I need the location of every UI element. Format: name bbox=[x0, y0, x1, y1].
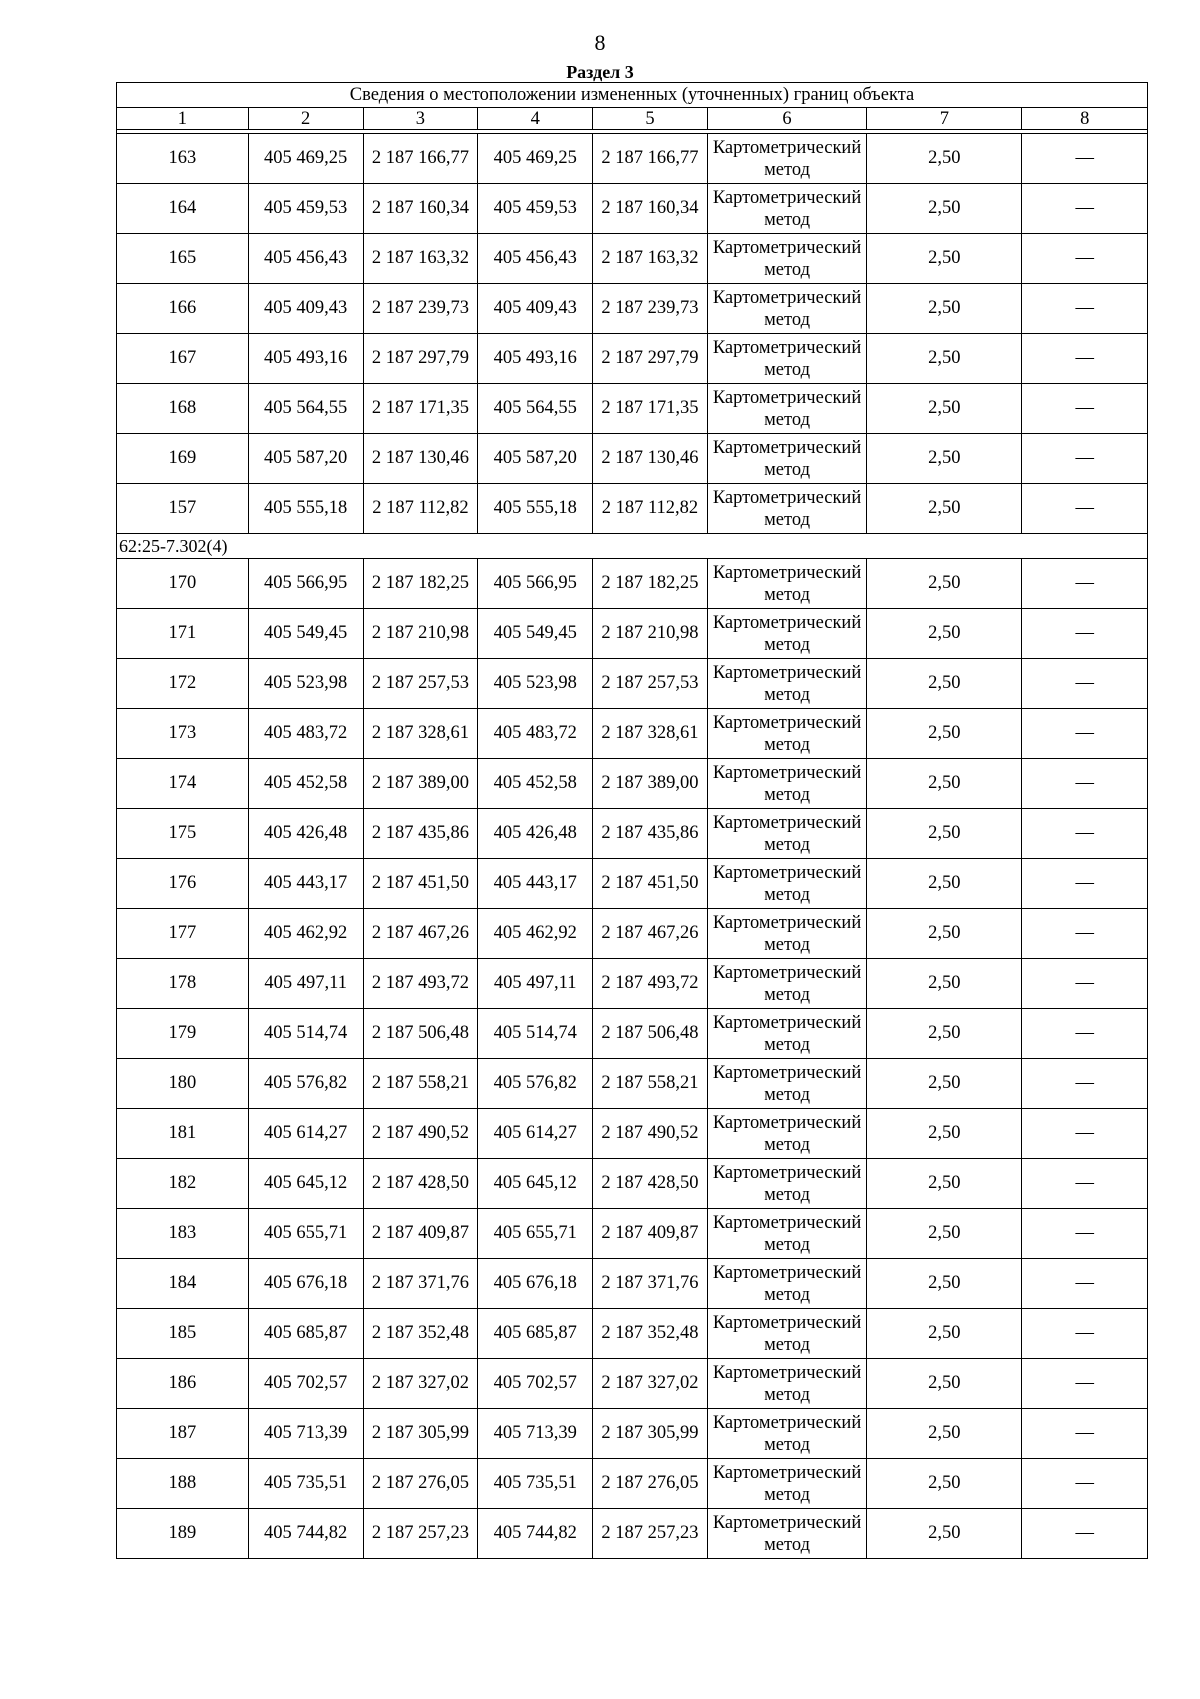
method-cell: Картометрический метод bbox=[707, 609, 866, 659]
point-number-cell: 189 bbox=[117, 1509, 249, 1559]
refined-y-cell: 2 187 352,48 bbox=[593, 1309, 708, 1359]
accuracy-cell: 2,50 bbox=[867, 1209, 1022, 1259]
table-row bbox=[117, 334, 1148, 384]
existing-x-cell: 405 564,55 bbox=[248, 384, 363, 434]
note-cell: — bbox=[1022, 709, 1148, 759]
point-number-cell: 165 bbox=[117, 234, 249, 284]
column-number: 1 bbox=[117, 108, 249, 130]
note-cell: — bbox=[1022, 1359, 1148, 1409]
refined-x-cell: 405 493,16 bbox=[478, 334, 593, 384]
refined-y-cell: 2 187 130,46 bbox=[593, 434, 708, 484]
table-row bbox=[117, 1309, 1148, 1359]
cadastral-number: 62:25-7.302(4) bbox=[117, 534, 1148, 559]
note-cell: — bbox=[1022, 859, 1148, 909]
point-number-cell: 187 bbox=[117, 1409, 249, 1459]
refined-x-cell: 405 469,25 bbox=[478, 134, 593, 184]
existing-y-cell: 2 187 493,72 bbox=[363, 959, 478, 1009]
method-cell: Картометрический метод bbox=[707, 1409, 866, 1459]
note-cell: — bbox=[1022, 384, 1148, 434]
note-cell: — bbox=[1022, 1409, 1148, 1459]
refined-y-cell: 2 187 451,50 bbox=[593, 859, 708, 909]
table-row bbox=[117, 484, 1148, 534]
method-cell: Картометрический метод bbox=[707, 384, 866, 434]
existing-y-cell: 2 187 327,02 bbox=[363, 1359, 478, 1409]
method-cell: Картометрический метод bbox=[707, 659, 866, 709]
refined-x-cell: 405 459,53 bbox=[478, 184, 593, 234]
refined-x-cell: 405 576,82 bbox=[478, 1059, 593, 1109]
method-cell: Картометрический метод bbox=[707, 1259, 866, 1309]
existing-y-cell: 2 187 389,00 bbox=[363, 759, 478, 809]
refined-y-cell: 2 187 210,98 bbox=[593, 609, 708, 659]
table-row bbox=[117, 609, 1148, 659]
note-cell: — bbox=[1022, 959, 1148, 1009]
coordinates-table bbox=[116, 82, 1148, 1559]
method-cell: Картометрический метод bbox=[707, 1009, 866, 1059]
point-number-cell: 171 bbox=[117, 609, 249, 659]
point-number-cell: 185 bbox=[117, 1309, 249, 1359]
existing-x-cell: 405 497,11 bbox=[248, 959, 363, 1009]
method-cell: Картометрический метод bbox=[707, 1109, 866, 1159]
note-cell: — bbox=[1022, 434, 1148, 484]
accuracy-cell: 2,50 bbox=[867, 484, 1022, 534]
existing-x-cell: 405 452,58 bbox=[248, 759, 363, 809]
note-cell: — bbox=[1022, 759, 1148, 809]
existing-x-cell: 405 483,72 bbox=[248, 709, 363, 759]
note-cell: — bbox=[1022, 1159, 1148, 1209]
note-cell: — bbox=[1022, 659, 1148, 709]
existing-y-cell: 2 187 490,52 bbox=[363, 1109, 478, 1159]
accuracy-cell: 2,50 bbox=[867, 434, 1022, 484]
existing-y-cell: 2 187 239,73 bbox=[363, 284, 478, 334]
method-cell: Картометрический метод bbox=[707, 1309, 866, 1359]
note-cell: — bbox=[1022, 1309, 1148, 1359]
refined-x-cell: 405 456,43 bbox=[478, 234, 593, 284]
group-row bbox=[117, 534, 1148, 559]
accuracy-cell: 2,50 bbox=[867, 559, 1022, 609]
refined-x-cell: 405 614,27 bbox=[478, 1109, 593, 1159]
refined-y-cell: 2 187 257,23 bbox=[593, 1509, 708, 1559]
table-row bbox=[117, 384, 1148, 434]
accuracy-cell: 2,50 bbox=[867, 1359, 1022, 1409]
refined-y-cell: 2 187 467,26 bbox=[593, 909, 708, 959]
refined-x-cell: 405 645,12 bbox=[478, 1159, 593, 1209]
existing-x-cell: 405 456,43 bbox=[248, 234, 363, 284]
refined-y-cell: 2 187 428,50 bbox=[593, 1159, 708, 1209]
existing-y-cell: 2 187 257,23 bbox=[363, 1509, 478, 1559]
existing-x-cell: 405 523,98 bbox=[248, 659, 363, 709]
table-row bbox=[117, 1509, 1148, 1559]
note-cell: — bbox=[1022, 1459, 1148, 1509]
note-cell: — bbox=[1022, 809, 1148, 859]
refined-x-cell: 405 426,48 bbox=[478, 809, 593, 859]
note-cell: — bbox=[1022, 1259, 1148, 1309]
method-cell: Картометрический метод bbox=[707, 334, 866, 384]
method-cell: Картометрический метод bbox=[707, 1359, 866, 1409]
existing-y-cell: 2 187 171,35 bbox=[363, 384, 478, 434]
accuracy-cell: 2,50 bbox=[867, 909, 1022, 959]
refined-x-cell: 405 655,71 bbox=[478, 1209, 593, 1259]
point-number-cell: 166 bbox=[117, 284, 249, 334]
refined-x-cell: 405 735,51 bbox=[478, 1459, 593, 1509]
refined-y-cell: 2 187 160,34 bbox=[593, 184, 708, 234]
point-number-cell: 178 bbox=[117, 959, 249, 1009]
existing-x-cell: 405 493,16 bbox=[248, 334, 363, 384]
refined-y-cell: 2 187 239,73 bbox=[593, 284, 708, 334]
existing-y-cell: 2 187 435,86 bbox=[363, 809, 478, 859]
accuracy-cell: 2,50 bbox=[867, 809, 1022, 859]
existing-x-cell: 405 676,18 bbox=[248, 1259, 363, 1309]
existing-y-cell: 2 187 297,79 bbox=[363, 334, 478, 384]
point-number-cell: 179 bbox=[117, 1009, 249, 1059]
existing-x-cell: 405 645,12 bbox=[248, 1159, 363, 1209]
table-row bbox=[117, 859, 1148, 909]
existing-x-cell: 405 443,17 bbox=[248, 859, 363, 909]
column-number: 2 bbox=[248, 108, 363, 130]
refined-x-cell: 405 483,72 bbox=[478, 709, 593, 759]
point-number-cell: 180 bbox=[117, 1059, 249, 1109]
refined-x-cell: 405 549,45 bbox=[478, 609, 593, 659]
refined-y-cell: 2 187 435,86 bbox=[593, 809, 708, 859]
refined-x-cell: 405 676,18 bbox=[478, 1259, 593, 1309]
point-number-cell: 176 bbox=[117, 859, 249, 909]
table-row bbox=[117, 659, 1148, 709]
note-cell: — bbox=[1022, 1209, 1148, 1259]
point-number-cell: 186 bbox=[117, 1359, 249, 1409]
accuracy-cell: 2,50 bbox=[867, 1459, 1022, 1509]
point-number-cell: 157 bbox=[117, 484, 249, 534]
refined-y-cell: 2 187 297,79 bbox=[593, 334, 708, 384]
table-row bbox=[117, 1109, 1148, 1159]
table-row bbox=[117, 1409, 1148, 1459]
existing-y-cell: 2 187 305,99 bbox=[363, 1409, 478, 1459]
existing-y-cell: 2 187 112,82 bbox=[363, 484, 478, 534]
note-cell: — bbox=[1022, 484, 1148, 534]
existing-y-cell: 2 187 210,98 bbox=[363, 609, 478, 659]
table-row bbox=[117, 234, 1148, 284]
existing-x-cell: 405 459,53 bbox=[248, 184, 363, 234]
point-number-cell: 175 bbox=[117, 809, 249, 859]
accuracy-cell: 2,50 bbox=[867, 1409, 1022, 1459]
existing-y-cell: 2 187 409,87 bbox=[363, 1209, 478, 1259]
refined-x-cell: 405 514,74 bbox=[478, 1009, 593, 1059]
accuracy-cell: 2,50 bbox=[867, 284, 1022, 334]
refined-x-cell: 405 409,43 bbox=[478, 284, 593, 334]
refined-y-cell: 2 187 409,87 bbox=[593, 1209, 708, 1259]
refined-x-cell: 405 452,58 bbox=[478, 759, 593, 809]
note-cell: — bbox=[1022, 909, 1148, 959]
refined-x-cell: 405 462,92 bbox=[478, 909, 593, 959]
existing-x-cell: 405 555,18 bbox=[248, 484, 363, 534]
point-number-cell: 173 bbox=[117, 709, 249, 759]
refined-y-cell: 2 187 328,61 bbox=[593, 709, 708, 759]
note-cell: — bbox=[1022, 1059, 1148, 1109]
table-row bbox=[117, 134, 1148, 184]
accuracy-cell: 2,50 bbox=[867, 384, 1022, 434]
accuracy-cell: 2,50 bbox=[867, 1259, 1022, 1309]
method-cell: Картометрический метод bbox=[707, 759, 866, 809]
note-cell: — bbox=[1022, 284, 1148, 334]
method-cell: Картометрический метод bbox=[707, 184, 866, 234]
existing-y-cell: 2 187 467,26 bbox=[363, 909, 478, 959]
existing-y-cell: 2 187 257,53 bbox=[363, 659, 478, 709]
table-row bbox=[117, 809, 1148, 859]
existing-y-cell: 2 187 328,61 bbox=[363, 709, 478, 759]
table-row bbox=[117, 1159, 1148, 1209]
table-row bbox=[117, 1059, 1148, 1109]
table-row bbox=[117, 1009, 1148, 1059]
accuracy-cell: 2,50 bbox=[867, 1509, 1022, 1559]
refined-x-cell: 405 702,57 bbox=[478, 1359, 593, 1409]
point-number-cell: 183 bbox=[117, 1209, 249, 1259]
method-cell: Картометрический метод bbox=[707, 559, 866, 609]
point-number-cell: 177 bbox=[117, 909, 249, 959]
existing-y-cell: 2 187 166,77 bbox=[363, 134, 478, 184]
note-cell: — bbox=[1022, 184, 1148, 234]
table-row bbox=[117, 709, 1148, 759]
existing-x-cell: 405 409,43 bbox=[248, 284, 363, 334]
accuracy-cell: 2,50 bbox=[867, 134, 1022, 184]
point-number-cell: 182 bbox=[117, 1159, 249, 1209]
accuracy-cell: 2,50 bbox=[867, 659, 1022, 709]
refined-x-cell: 405 443,17 bbox=[478, 859, 593, 909]
accuracy-cell: 2,50 bbox=[867, 959, 1022, 1009]
refined-x-cell: 405 523,98 bbox=[478, 659, 593, 709]
existing-x-cell: 405 514,74 bbox=[248, 1009, 363, 1059]
existing-x-cell: 405 469,25 bbox=[248, 134, 363, 184]
accuracy-cell: 2,50 bbox=[867, 759, 1022, 809]
existing-x-cell: 405 549,45 bbox=[248, 609, 363, 659]
existing-x-cell: 405 426,48 bbox=[248, 809, 363, 859]
refined-x-cell: 405 713,39 bbox=[478, 1409, 593, 1459]
method-cell: Картометрический метод bbox=[707, 1509, 866, 1559]
existing-y-cell: 2 187 276,05 bbox=[363, 1459, 478, 1509]
table-row bbox=[117, 434, 1148, 484]
existing-y-cell: 2 187 506,48 bbox=[363, 1009, 478, 1059]
existing-y-cell: 2 187 352,48 bbox=[363, 1309, 478, 1359]
table-body bbox=[117, 134, 1148, 1559]
method-cell: Картометрический метод bbox=[707, 434, 866, 484]
refined-x-cell: 405 555,18 bbox=[478, 484, 593, 534]
method-cell: Картометрический метод bbox=[707, 1059, 866, 1109]
point-number-cell: 170 bbox=[117, 559, 249, 609]
refined-y-cell: 2 187 171,35 bbox=[593, 384, 708, 434]
existing-x-cell: 405 713,39 bbox=[248, 1409, 363, 1459]
refined-y-cell: 2 187 490,52 bbox=[593, 1109, 708, 1159]
refined-y-cell: 2 187 166,77 bbox=[593, 134, 708, 184]
table-row bbox=[117, 909, 1148, 959]
refined-y-cell: 2 187 163,32 bbox=[593, 234, 708, 284]
existing-x-cell: 405 655,71 bbox=[248, 1209, 363, 1259]
refined-y-cell: 2 187 506,48 bbox=[593, 1009, 708, 1059]
existing-x-cell: 405 462,92 bbox=[248, 909, 363, 959]
method-cell: Картометрический метод bbox=[707, 1159, 866, 1209]
accuracy-cell: 2,50 bbox=[867, 184, 1022, 234]
refined-y-cell: 2 187 389,00 bbox=[593, 759, 708, 809]
note-cell: — bbox=[1022, 1509, 1148, 1559]
existing-y-cell: 2 187 371,76 bbox=[363, 1259, 478, 1309]
method-cell: Картометрический метод bbox=[707, 234, 866, 284]
accuracy-cell: 2,50 bbox=[867, 1159, 1022, 1209]
accuracy-cell: 2,50 bbox=[867, 709, 1022, 759]
accuracy-cell: 2,50 bbox=[867, 334, 1022, 384]
existing-x-cell: 405 702,57 bbox=[248, 1359, 363, 1409]
column-number: 4 bbox=[478, 108, 593, 130]
point-number-cell: 169 bbox=[117, 434, 249, 484]
table-row bbox=[117, 1459, 1148, 1509]
note-cell: — bbox=[1022, 609, 1148, 659]
table-row bbox=[117, 1209, 1148, 1259]
existing-y-cell: 2 187 160,34 bbox=[363, 184, 478, 234]
table-row bbox=[117, 184, 1148, 234]
table-row bbox=[117, 284, 1148, 334]
accuracy-cell: 2,50 bbox=[867, 1309, 1022, 1359]
existing-y-cell: 2 187 182,25 bbox=[363, 559, 478, 609]
note-cell: — bbox=[1022, 1009, 1148, 1059]
column-number: 7 bbox=[867, 108, 1022, 130]
method-cell: Картометрический метод bbox=[707, 1209, 866, 1259]
point-number-cell: 181 bbox=[117, 1109, 249, 1159]
accuracy-cell: 2,50 bbox=[867, 859, 1022, 909]
refined-x-cell: 405 685,87 bbox=[478, 1309, 593, 1359]
column-number: 8 bbox=[1022, 108, 1148, 130]
note-cell: — bbox=[1022, 559, 1148, 609]
note-cell: — bbox=[1022, 134, 1148, 184]
method-cell: Картометрический метод bbox=[707, 709, 866, 759]
existing-x-cell: 405 685,87 bbox=[248, 1309, 363, 1359]
refined-y-cell: 2 187 182,25 bbox=[593, 559, 708, 609]
accuracy-cell: 2,50 bbox=[867, 1009, 1022, 1059]
method-cell: Картометрический метод bbox=[707, 134, 866, 184]
page-number: 8 bbox=[594, 30, 606, 55]
table-row bbox=[117, 559, 1148, 609]
point-number-cell: 184 bbox=[117, 1259, 249, 1309]
point-number-cell: 168 bbox=[117, 384, 249, 434]
table-row bbox=[117, 1359, 1148, 1409]
existing-x-cell: 405 576,82 bbox=[248, 1059, 363, 1109]
refined-y-cell: 2 187 371,76 bbox=[593, 1259, 708, 1309]
point-number-cell: 188 bbox=[117, 1459, 249, 1509]
existing-y-cell: 2 187 451,50 bbox=[363, 859, 478, 909]
method-cell: Картометрический метод bbox=[707, 284, 866, 334]
refined-y-cell: 2 187 327,02 bbox=[593, 1359, 708, 1409]
existing-x-cell: 405 566,95 bbox=[248, 559, 363, 609]
point-number-cell: 174 bbox=[117, 759, 249, 809]
refined-y-cell: 2 187 305,99 bbox=[593, 1409, 708, 1459]
column-number: 6 bbox=[707, 108, 866, 130]
refined-y-cell: 2 187 493,72 bbox=[593, 959, 708, 1009]
method-cell: Картометрический метод bbox=[707, 1459, 866, 1509]
section-title: Раздел 3 bbox=[566, 62, 634, 82]
existing-x-cell: 405 587,20 bbox=[248, 434, 363, 484]
accuracy-cell: 2,50 bbox=[867, 234, 1022, 284]
method-cell: Картометрический метод bbox=[707, 809, 866, 859]
note-cell: — bbox=[1022, 334, 1148, 384]
point-number-cell: 164 bbox=[117, 184, 249, 234]
accuracy-cell: 2,50 bbox=[867, 1109, 1022, 1159]
column-number: 5 bbox=[593, 108, 708, 130]
refined-y-cell: 2 187 558,21 bbox=[593, 1059, 708, 1109]
accuracy-cell: 2,50 bbox=[867, 1059, 1022, 1109]
method-cell: Картометрический метод bbox=[707, 909, 866, 959]
refined-y-cell: 2 187 257,53 bbox=[593, 659, 708, 709]
existing-y-cell: 2 187 130,46 bbox=[363, 434, 478, 484]
refined-y-cell: 2 187 276,05 bbox=[593, 1459, 708, 1509]
refined-x-cell: 405 564,55 bbox=[478, 384, 593, 434]
existing-y-cell: 2 187 428,50 bbox=[363, 1159, 478, 1209]
refined-x-cell: 405 497,11 bbox=[478, 959, 593, 1009]
existing-x-cell: 405 744,82 bbox=[248, 1509, 363, 1559]
table-row bbox=[117, 959, 1148, 1009]
existing-x-cell: 405 614,27 bbox=[248, 1109, 363, 1159]
refined-x-cell: 405 744,82 bbox=[478, 1509, 593, 1559]
table-row bbox=[117, 1259, 1148, 1309]
method-cell: Картометрический метод bbox=[707, 484, 866, 534]
refined-y-cell: 2 187 112,82 bbox=[593, 484, 708, 534]
table-caption: Сведения о местоположении измененных (уточненных) границ объекта bbox=[117, 83, 1148, 108]
method-cell: Картометрический метод bbox=[707, 859, 866, 909]
point-number-cell: 163 bbox=[117, 134, 249, 184]
method-cell: Картометрический метод bbox=[707, 959, 866, 1009]
point-number-cell: 167 bbox=[117, 334, 249, 384]
table-row bbox=[117, 759, 1148, 809]
point-number-cell: 172 bbox=[117, 659, 249, 709]
note-cell: — bbox=[1022, 234, 1148, 284]
refined-x-cell: 405 566,95 bbox=[478, 559, 593, 609]
column-number: 3 bbox=[363, 108, 478, 130]
existing-x-cell: 405 735,51 bbox=[248, 1459, 363, 1509]
existing-y-cell: 2 187 163,32 bbox=[363, 234, 478, 284]
refined-x-cell: 405 587,20 bbox=[478, 434, 593, 484]
accuracy-cell: 2,50 bbox=[867, 609, 1022, 659]
existing-y-cell: 2 187 558,21 bbox=[363, 1059, 478, 1109]
note-cell: — bbox=[1022, 1109, 1148, 1159]
